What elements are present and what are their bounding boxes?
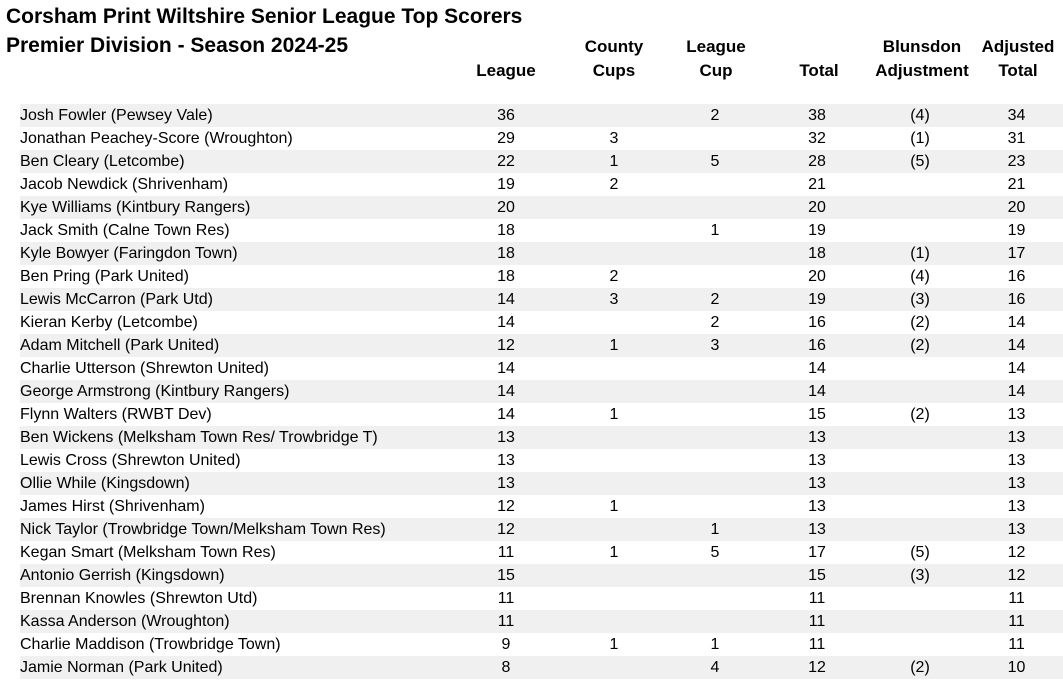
- blunsdon-adjustment-cell: [870, 449, 970, 472]
- header-league: [446, 59, 566, 83]
- total-goals-cell: 13: [808, 452, 826, 469]
- league-cup-goals-cell: [666, 357, 764, 380]
- header-total-label: Total: [799, 61, 839, 80]
- adjusted-total-cell: 13: [970, 518, 1063, 541]
- table-row: [20, 610, 1063, 633]
- league-cup-goals-cell: 4: [666, 656, 764, 679]
- league-goals-cell: 18: [497, 222, 515, 239]
- page-title: Corsham Print Wiltshire Senior League Top Scorers: [6, 5, 523, 28]
- league-goals-cell: 14: [450, 288, 562, 311]
- table-row: [20, 173, 1063, 196]
- adjusted-total-cell: 14: [1007, 314, 1026, 331]
- table-row: [20, 403, 1063, 426]
- league-cup-goals-cell: 1: [710, 222, 720, 239]
- league-cup-goals-cell: [666, 127, 764, 150]
- header-league-cup-line2: Cup: [699, 61, 733, 80]
- blunsdon-adjustment-cell: [870, 357, 970, 380]
- league-goals-cell: 13: [450, 472, 562, 495]
- adjusted-total-cell: 21: [1007, 176, 1026, 193]
- blunsdon-adjustment-cell: [870, 219, 970, 242]
- player-name-cell: Jonathan Peachey-Score (Wroughton): [20, 130, 293, 147]
- blunsdon-adjustment-cell: [870, 587, 970, 610]
- player-name-cell: Adam Mitchell (Park United): [20, 334, 450, 357]
- player-name-cell: Antonio Gerrish (Kingsdown): [20, 564, 450, 587]
- blunsdon-adjustment-cell: [870, 518, 970, 541]
- county-cups-goals-cell: 1: [562, 334, 666, 357]
- county-cups-goals-cell: [562, 518, 666, 541]
- total-goals-cell: 15: [808, 406, 826, 423]
- adjusted-total-cell: 11: [1008, 636, 1025, 653]
- header-league-label: League: [476, 61, 536, 80]
- league-goals-cell: 18: [497, 268, 515, 285]
- adjusted-total-cell: 19: [1007, 222, 1026, 239]
- league-goals-cell: 14: [497, 314, 515, 331]
- county-cups-goals-cell: [562, 426, 666, 449]
- table-row: [20, 518, 1063, 541]
- total-goals-cell: 14: [764, 380, 870, 403]
- total-goals-cell: 21: [808, 176, 826, 193]
- total-goals-cell: 12: [764, 656, 870, 679]
- player-name-cell: Ollie While (Kingsdown): [20, 472, 450, 495]
- blunsdon-adjustment-cell: (2): [870, 334, 970, 357]
- league-goals-cell: 11: [497, 544, 515, 561]
- table-row: [20, 334, 1063, 357]
- total-goals-cell: 32: [808, 130, 826, 147]
- adjusted-total-cell: 13: [970, 426, 1063, 449]
- header-total: [759, 59, 879, 83]
- player-name-cell: Josh Fowler (Pewsey Vale): [20, 104, 450, 127]
- total-goals-cell: 14: [808, 360, 826, 377]
- county-cups-goals-cell: 1: [609, 498, 619, 515]
- league-goals-cell: 11: [497, 590, 515, 607]
- blunsdon-adjustment-cell: (4): [870, 104, 970, 127]
- table-row: [20, 265, 1063, 288]
- county-cups-goals-cell: 1: [609, 544, 619, 561]
- league-cup-goals-cell: 3: [666, 334, 764, 357]
- adjusted-total-cell: 11: [970, 610, 1063, 633]
- adjusted-total-cell: 12: [1007, 544, 1026, 561]
- county-cups-goals-cell: [562, 610, 666, 633]
- league-goals-cell: 12: [497, 498, 515, 515]
- table-row: [20, 426, 1063, 449]
- league-goals-cell: 8: [450, 656, 562, 679]
- league-cup-goals-cell: [666, 564, 764, 587]
- blunsdon-adjustment-cell: [870, 173, 970, 196]
- adjusted-total-cell: 11: [1008, 590, 1025, 607]
- table-row: [20, 150, 1063, 173]
- total-goals-cell: 20: [764, 196, 870, 219]
- player-name-cell: Charlie Utterson (Shrewton United): [20, 360, 269, 377]
- county-cups-goals-cell: [562, 104, 666, 127]
- total-goals-cell: 19: [764, 288, 870, 311]
- table-row: [20, 564, 1063, 587]
- player-name-cell: Jack Smith (Calne Town Res): [20, 222, 230, 239]
- county-cups-goals-cell: [562, 472, 666, 495]
- league-cup-goals-cell: 1: [666, 518, 764, 541]
- header-county-cups-line1: County: [584, 37, 644, 56]
- player-name-cell: Ben Wickens (Melksham Town Res/ Trowbridge T): [20, 426, 450, 449]
- county-cups-goals-cell: [562, 311, 666, 334]
- player-name-cell: Kieran Kerby (Letcombe): [20, 314, 198, 331]
- player-name-cell: Jamie Norman (Park United): [20, 656, 450, 679]
- adjusted-total-cell: 13: [1007, 406, 1026, 423]
- league-goals-cell: 13: [450, 426, 562, 449]
- league-goals-cell: 13: [497, 452, 515, 469]
- county-cups-goals-cell: 3: [562, 288, 666, 311]
- league-goals-cell: 19: [497, 176, 515, 193]
- table-row: [20, 288, 1063, 311]
- league-cup-goals-cell: [666, 380, 764, 403]
- table-row: [20, 587, 1063, 610]
- blunsdon-adjustment-cell: (1): [870, 242, 970, 265]
- league-goals-cell: 11: [450, 610, 562, 633]
- table-row: [20, 472, 1063, 495]
- blunsdon-adjustment-cell: [870, 633, 970, 656]
- table-row: [20, 104, 1063, 127]
- league-goals-cell: 9: [501, 636, 511, 653]
- blunsdon-adjustment-cell: (1): [910, 130, 930, 147]
- total-goals-cell: 13: [764, 426, 870, 449]
- table-row: [20, 311, 1063, 334]
- player-name-cell: Ben Cleary (Letcombe): [20, 150, 450, 173]
- page-subtitle: Premier Division - Season 2024-25: [6, 34, 348, 57]
- adjusted-total-cell: 14: [970, 334, 1063, 357]
- total-goals-cell: 28: [764, 150, 870, 173]
- league-cup-goals-cell: 5: [666, 150, 764, 173]
- county-cups-goals-cell: [562, 242, 666, 265]
- county-cups-goals-cell: [562, 587, 666, 610]
- adjusted-total-cell: 31: [1007, 130, 1026, 147]
- adjusted-total-cell: 12: [970, 564, 1063, 587]
- league-cup-goals-cell: [666, 173, 764, 196]
- total-goals-cell: 11: [764, 610, 870, 633]
- county-cups-goals-cell: 1: [562, 150, 666, 173]
- league-cup-goals-cell: 1: [710, 636, 720, 653]
- table-row: [20, 196, 1063, 219]
- adjusted-total-cell: 23: [970, 150, 1063, 173]
- league-cup-goals-cell: 2: [710, 314, 720, 331]
- league-goals-cell: 36: [450, 104, 562, 127]
- blunsdon-adjustment-cell: (2): [910, 314, 930, 331]
- league-cup-goals-cell: [666, 426, 764, 449]
- county-cups-goals-cell: [562, 380, 666, 403]
- league-cup-goals-cell: [666, 610, 764, 633]
- table-row: [20, 242, 1063, 265]
- league-cup-goals-cell: [666, 242, 764, 265]
- blunsdon-adjustment-cell: [870, 610, 970, 633]
- county-cups-goals-cell: [562, 357, 666, 380]
- league-goals-cell: 14: [497, 360, 515, 377]
- header-blunsdon-line2: Adjustment: [875, 61, 969, 80]
- header-county-cups-line2: Cups: [592, 61, 636, 80]
- county-cups-goals-cell: 2: [609, 268, 619, 285]
- league-goals-cell: 29: [497, 130, 515, 147]
- county-cups-goals-cell: 1: [609, 636, 619, 653]
- league-goals-cell: 15: [450, 564, 562, 587]
- league-cup-goals-cell: [666, 265, 764, 288]
- player-name-cell: Flynn Walters (RWBT Dev): [20, 406, 212, 423]
- league-cup-goals-cell: 5: [710, 544, 720, 561]
- adjusted-total-cell: 13: [970, 472, 1063, 495]
- blunsdon-adjustment-cell: (5): [910, 544, 930, 561]
- total-goals-cell: 13: [764, 472, 870, 495]
- table-row: [20, 541, 1063, 564]
- total-goals-cell: 20: [808, 268, 826, 285]
- county-cups-goals-cell: [562, 219, 666, 242]
- league-goals-cell: 12: [450, 518, 562, 541]
- league-cup-goals-cell: [666, 495, 764, 518]
- blunsdon-adjustment-cell: (4): [910, 268, 930, 285]
- blunsdon-adjustment-cell: [870, 426, 970, 449]
- blunsdon-adjustment-cell: (2): [910, 406, 930, 423]
- league-goals-cell: 22: [450, 150, 562, 173]
- player-name-cell: George Armstrong (Kintbury Rangers): [20, 380, 450, 403]
- adjusted-total-cell: 16: [970, 288, 1063, 311]
- header-league-cup: [656, 35, 776, 83]
- player-name-cell: Brennan Knowles (Shrewton Utd): [20, 590, 258, 607]
- adjusted-total-cell: 17: [970, 242, 1063, 265]
- league-cup-goals-cell: 2: [666, 104, 764, 127]
- player-name-cell: Lewis McCarron (Park Utd): [20, 288, 450, 311]
- adjusted-total-cell: 10: [970, 656, 1063, 679]
- county-cups-goals-cell: [562, 564, 666, 587]
- total-goals-cell: 16: [808, 314, 826, 331]
- player-name-cell: Kassa Anderson (Wroughton): [20, 610, 450, 633]
- total-goals-cell: 19: [808, 222, 826, 239]
- player-name-cell: Lewis Cross (Shrewton United): [20, 452, 241, 469]
- adjusted-total-cell: 14: [970, 380, 1063, 403]
- adjusted-total-cell: 13: [1007, 452, 1026, 469]
- player-name-cell: Charlie Maddison (Trowbridge Town): [20, 636, 281, 653]
- table-row: [20, 357, 1063, 380]
- blunsdon-adjustment-cell: (3): [870, 564, 970, 587]
- scorers-table-body: [20, 104, 1063, 679]
- league-cup-goals-cell: [666, 196, 764, 219]
- county-cups-goals-cell: 2: [609, 176, 619, 193]
- table-row: [20, 633, 1063, 656]
- adjusted-total-cell: 20: [970, 196, 1063, 219]
- league-cup-goals-cell: 2: [666, 288, 764, 311]
- league-goals-cell: 18: [450, 242, 562, 265]
- league-cup-goals-cell: [666, 587, 764, 610]
- player-name-cell: James Hirst (Shrivenham): [20, 498, 205, 515]
- table-row: [20, 219, 1063, 242]
- total-goals-cell: 11: [808, 590, 826, 607]
- league-cup-goals-cell: [666, 472, 764, 495]
- player-name-cell: Nick Taylor (Trowbridge Town/Melksham Town Res): [20, 518, 450, 541]
- total-goals-cell: 15: [764, 564, 870, 587]
- blunsdon-adjustment-cell: [870, 196, 970, 219]
- player-name-cell: Jacob Newdick (Shrivenham): [20, 176, 229, 193]
- header-adjusted-line2: Total: [998, 61, 1038, 80]
- blunsdon-adjustment-cell: (2): [870, 656, 970, 679]
- total-goals-cell: 13: [808, 498, 826, 515]
- table-row: [20, 380, 1063, 403]
- table-row: [20, 656, 1063, 679]
- league-cup-goals-cell: [666, 449, 764, 472]
- header-league-cup-line1: League: [686, 37, 746, 56]
- total-goals-cell: 38: [764, 104, 870, 127]
- adjusted-total-cell: 14: [1007, 360, 1026, 377]
- player-name-cell: Kyle Bowyer (Faringdon Town): [20, 242, 450, 265]
- county-cups-goals-cell: 1: [609, 406, 619, 423]
- county-cups-goals-cell: [562, 196, 666, 219]
- blunsdon-adjustment-cell: [870, 472, 970, 495]
- player-name-cell: Ben Pring (Park United): [20, 268, 189, 285]
- league-goals-cell: 14: [497, 406, 515, 423]
- total-goals-cell: 11: [808, 636, 826, 653]
- header-adjusted-line1: Adjusted: [981, 37, 1055, 56]
- table-row: [20, 449, 1063, 472]
- adjusted-total-cell: 34: [970, 104, 1063, 127]
- total-goals-cell: 17: [808, 544, 826, 561]
- header-blunsdon-line1: Blunsdon: [882, 37, 962, 56]
- adjusted-total-cell: 13: [1007, 498, 1026, 515]
- blunsdon-adjustment-cell: [870, 380, 970, 403]
- player-name-cell: Kegan Smart (Melksham Town Res): [20, 544, 276, 561]
- player-name-cell: Kye Williams (Kintbury Rangers): [20, 196, 450, 219]
- blunsdon-adjustment-cell: (5): [870, 150, 970, 173]
- league-goals-cell: 14: [450, 380, 562, 403]
- county-cups-goals-cell: [562, 449, 666, 472]
- blunsdon-adjustment-cell: (3): [870, 288, 970, 311]
- league-goals-cell: 12: [450, 334, 562, 357]
- blunsdon-adjustment-cell: [870, 495, 970, 518]
- header-adjusted-total: [958, 35, 1063, 83]
- county-cups-goals-cell: [562, 656, 666, 679]
- total-goals-cell: 13: [764, 518, 870, 541]
- scorers-table: [20, 104, 1063, 679]
- adjusted-total-cell: 16: [1007, 268, 1026, 285]
- table-row: [20, 495, 1063, 518]
- table-row: [20, 127, 1063, 150]
- league-cup-goals-cell: [666, 403, 764, 426]
- county-cups-goals-cell: 3: [609, 130, 619, 147]
- total-goals-cell: 18: [764, 242, 870, 265]
- total-goals-cell: 16: [764, 334, 870, 357]
- league-goals-cell: 20: [450, 196, 562, 219]
